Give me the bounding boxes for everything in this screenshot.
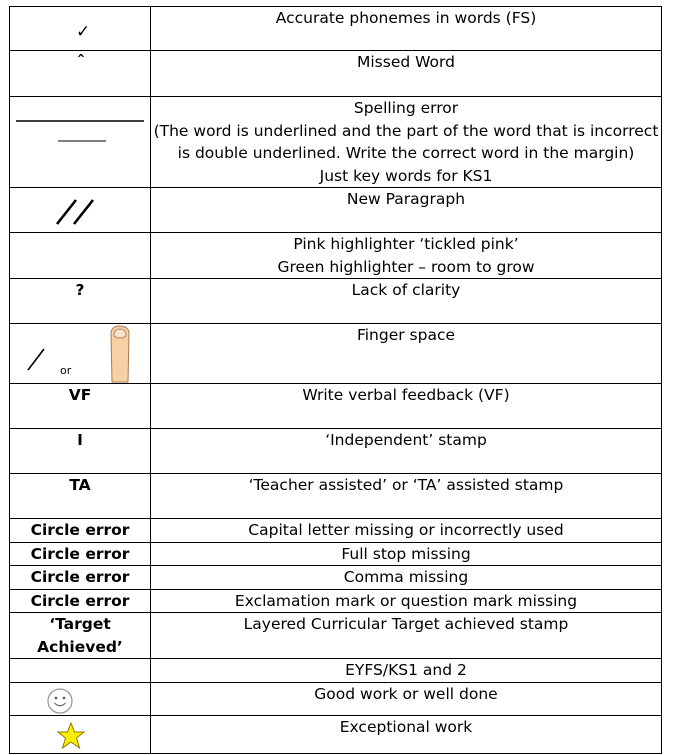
table-row xyxy=(10,613,662,659)
meaning-cell xyxy=(151,188,662,233)
star-icon xyxy=(56,721,86,751)
symbol-cell xyxy=(10,682,151,715)
meaning-text: Capital letter missing or incorrectly used xyxy=(248,521,564,539)
symbol-cell xyxy=(10,613,151,659)
target-achieved-label: Achieved’ xyxy=(37,637,123,656)
symbol-cell xyxy=(10,279,151,324)
symbol-cell xyxy=(10,659,151,683)
meaning-cell xyxy=(151,682,662,715)
circle-error-label: Circle error xyxy=(30,544,130,563)
table-row xyxy=(10,519,662,543)
table-row xyxy=(10,97,662,188)
meaning-cell xyxy=(151,474,662,519)
table-row xyxy=(10,279,662,324)
symbol-cell xyxy=(10,429,151,474)
meaning-cell xyxy=(151,279,662,324)
circle-error-label: Circle error xyxy=(30,591,130,610)
table-row xyxy=(10,188,662,233)
symbol-cell xyxy=(10,97,151,188)
meaning-text: Write verbal feedback (VF) xyxy=(302,386,510,404)
meaning-text: Missed Word xyxy=(357,53,455,71)
meaning-text: ‘Independent’ stamp xyxy=(325,431,487,449)
meaning-cell xyxy=(151,384,662,429)
meaning-cell xyxy=(151,429,662,474)
meaning-cell xyxy=(151,715,662,753)
meaning-cell xyxy=(151,324,662,384)
caret-icon: ˆ xyxy=(77,52,85,71)
meaning-text: Green highlighter – room to grow xyxy=(277,257,535,276)
table-row xyxy=(10,715,662,753)
symbol-cell xyxy=(10,715,151,753)
meaning-cell xyxy=(151,542,662,566)
finger-icon xyxy=(106,324,134,384)
target-achieved-label: ‘Target xyxy=(49,615,111,633)
underline-icon xyxy=(14,117,146,147)
table-row xyxy=(10,384,662,429)
meaning-cell xyxy=(151,51,662,97)
meaning-text: Accurate phonemes in words (FS) xyxy=(275,9,537,27)
symbol-cell xyxy=(10,233,151,279)
circle-error-label: Circle error xyxy=(30,568,130,586)
meaning-cell xyxy=(151,659,662,683)
meaning-cell xyxy=(151,97,662,188)
marking-key-table xyxy=(9,6,662,754)
circle-error-label: Circle error xyxy=(30,521,130,539)
meaning-text: Good work or well done xyxy=(314,684,498,703)
meaning-text: Full stop missing xyxy=(341,544,471,563)
smiley-icon xyxy=(46,687,74,715)
meaning-text: (The word is underlined and the part of the word that is incorrect xyxy=(153,121,659,140)
meaning-cell xyxy=(151,519,662,543)
meaning-text: Just key words for KS1 xyxy=(319,166,493,185)
symbol-cell xyxy=(10,188,151,233)
meaning-text: Exclamation mark or question mark missing xyxy=(234,591,578,610)
meaning-text: Exceptional work xyxy=(339,717,473,736)
checkmark-icon: ✓ xyxy=(76,22,91,42)
or-label: or xyxy=(60,364,72,377)
symbol-cell xyxy=(10,324,151,384)
meaning-text: Layered Curricular Target achieved stamp xyxy=(243,615,569,633)
table-row xyxy=(10,51,662,97)
meaning-cell xyxy=(151,233,662,279)
meaning-cell xyxy=(151,7,662,51)
table-row xyxy=(10,659,662,683)
symbol-cell xyxy=(10,542,151,566)
symbol-cell xyxy=(10,589,151,613)
meaning-text: Lack of clarity xyxy=(351,281,461,299)
symbol-cell xyxy=(10,519,151,543)
meaning-cell xyxy=(151,589,662,613)
table-row xyxy=(10,589,662,613)
question-mark-symbol: ? xyxy=(75,281,85,299)
vf-symbol: VF xyxy=(68,386,92,404)
table-row xyxy=(10,682,662,715)
i-symbol: I xyxy=(77,431,83,449)
meaning-text: Comma missing xyxy=(343,568,469,586)
meaning-text: New Paragraph xyxy=(346,190,466,208)
table-row xyxy=(10,429,662,474)
ta-symbol: TA xyxy=(69,476,91,494)
meaning-text: is double underlined. Write the correct word in the margin) xyxy=(177,144,635,162)
table-row xyxy=(10,7,662,51)
symbol-cell xyxy=(10,566,151,590)
table-row xyxy=(10,474,662,519)
double-slash-icon xyxy=(54,196,104,228)
table-row xyxy=(10,233,662,279)
table-row xyxy=(10,542,662,566)
meaning-text: Finger space xyxy=(356,326,456,344)
symbol-cell xyxy=(10,51,151,97)
symbol-cell xyxy=(10,7,151,51)
meaning-cell xyxy=(151,613,662,659)
meaning-text: Spelling error xyxy=(353,99,459,117)
slash-icon xyxy=(24,346,54,374)
meaning-text: EYFS/KS1 and 2 xyxy=(345,661,467,679)
table-row xyxy=(10,324,662,384)
table-row xyxy=(10,566,662,590)
symbol-cell xyxy=(10,384,151,429)
symbol-cell xyxy=(10,474,151,519)
meaning-cell xyxy=(151,566,662,590)
meaning-text: Pink highlighter ‘tickled pink’ xyxy=(293,235,519,253)
meaning-text: ‘Teacher assisted’ or ‘TA’ assisted stamp xyxy=(248,476,564,494)
